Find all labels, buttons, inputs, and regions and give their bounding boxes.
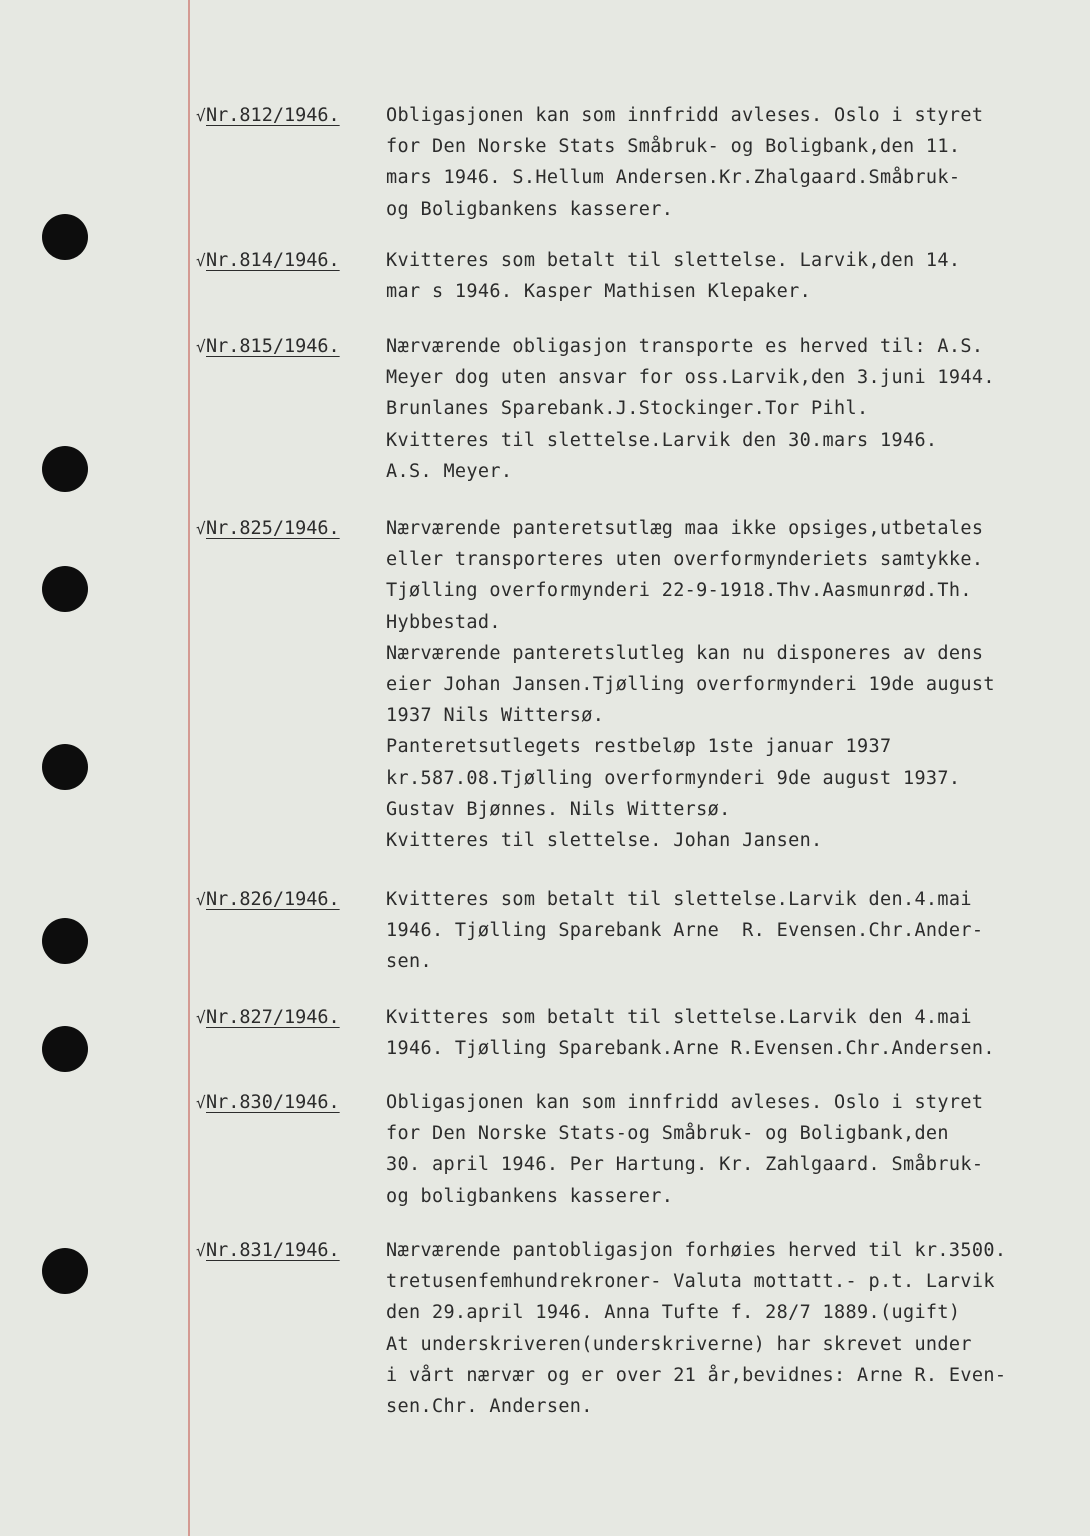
entry-line: tretusenfemhundrekroner- Valuta mottatt.- p.t. Larvik <box>386 1271 995 1293</box>
entry-text <box>386 1002 995 1064</box>
entry-line: eier Johan Jansen.Tjølling overformynderi 19de august <box>386 674 995 696</box>
entry-line: for Den Norske Stats-og Småbruk- og Boligbank,den <box>386 1123 949 1145</box>
entry-number: √Nr.814/1946. <box>196 245 374 276</box>
entry-line: og Boligbankens kasserer. <box>386 198 674 220</box>
entry-line: Tjølling overformynderi 22-9-1918.Thv.Aasmunrød.Th. <box>386 580 972 602</box>
entry-number: √Nr.826/1946. <box>196 884 374 915</box>
entry-line: Panteretsutlegets restbeløp 1ste januar 1937 <box>386 736 892 758</box>
check-mark-icon: √ <box>196 890 206 909</box>
entry-line: 1946. Tjølling Sparebank Arne R. Evensen.Chr.Ander- <box>386 920 984 942</box>
entry-text <box>386 1087 983 1212</box>
entry-line: kr.587.08.Tjølling overformynderi 9de august 1937. <box>386 767 961 789</box>
entry-line: mar s 1946. Kasper Mathisen Klepaker. <box>386 281 812 303</box>
entry-line: Kvitteres til slettelse. Johan Jansen. <box>386 830 823 852</box>
entry-line: A.S. Meyer. <box>386 460 513 482</box>
entry-line: Meyer dog uten ansvar for oss.Larvik,den 3.juni 1944. <box>386 367 995 389</box>
entry-line: Kvitteres som betalt til slettelse.Larvik den 4.mai <box>386 1007 972 1028</box>
check-mark-icon: √ <box>196 337 206 356</box>
entry-line: eller transporteres uten overformynderiets samtykke. <box>386 549 984 571</box>
entry-line: Kvitteres som betalt til slettelse.Larvik den.4.mai <box>386 889 972 910</box>
binder-hole-icon <box>42 1026 88 1072</box>
entry-line: 1946. Tjølling Sparebank.Arne R.Evensen.Chr.Andersen. <box>386 1038 995 1060</box>
entry-line: At underskriveren(underskriverne) har skrevet under <box>386 1333 972 1355</box>
entry-number: √Nr.815/1946. <box>196 331 374 362</box>
entry-line: Obligasjonen kan som innfridd avleses. Oslo i styret <box>386 1092 984 1113</box>
entry-line: Kvitteres til slettelse.Larvik den 30.mars 1946. <box>386 429 938 451</box>
entry-line: Kvitteres som betalt til slettelse. Larvik,den 14. <box>386 250 961 271</box>
binder-hole-icon <box>42 1248 88 1294</box>
binder-hole-icon <box>42 214 88 260</box>
binder-hole-icon <box>42 918 88 964</box>
entry-text <box>386 100 983 225</box>
entry-line: Obligasjonen kan som innfridd avleses. Oslo i styret <box>386 105 984 126</box>
entry-line: sen.Chr. Andersen. <box>386 1396 593 1418</box>
entry-number: √Nr.831/1946. <box>196 1235 374 1266</box>
entry-line: i vårt nærvær og er over 21 år,bevidnes: Arne R. Even- <box>386 1364 1007 1386</box>
entry-text <box>386 331 995 487</box>
entry-line: og boligbankens kasserer. <box>386 1185 674 1207</box>
entry-line: 1937 Nils Wittersø. <box>386 705 605 727</box>
entry-line: sen. <box>386 951 432 973</box>
check-mark-icon: √ <box>196 1241 206 1260</box>
entry-text <box>386 245 960 307</box>
check-mark-icon: √ <box>196 106 206 125</box>
binder-hole-icon <box>42 744 88 790</box>
entry-line: Nærværende pantobligasjon forhøies herved til kr.3500. <box>386 1240 1007 1261</box>
check-mark-icon: √ <box>196 1093 206 1112</box>
check-mark-icon: √ <box>196 1008 206 1027</box>
entry-text <box>386 513 995 856</box>
entry-line: Brunlanes Sparebank.J.Stockinger.Tor Pihl. <box>386 398 869 420</box>
entry-text <box>386 884 983 978</box>
check-mark-icon: √ <box>196 519 206 538</box>
entry-line: Gustav Bjønnes. Nils Wittersø. <box>386 798 731 820</box>
binder-hole-icon <box>42 446 88 492</box>
entry-number: √Nr.827/1946. <box>196 1002 374 1033</box>
entry-text <box>386 1235 1006 1422</box>
entry-line: Hybbestad. <box>386 611 501 633</box>
binder-hole-icon <box>42 566 88 612</box>
entry-line: Nærværende panteretslutleg kan nu disponeres av dens <box>386 642 984 664</box>
entry-line: Nærværende panteretsutlæg maa ikke opsiges,utbetales <box>386 518 984 539</box>
entry-line: 30. april 1946. Per Hartung. Kr. Zahlgaard. Småbruk- <box>386 1154 984 1176</box>
entry-line: for Den Norske Stats Småbruk- og Boligbank,den 11. <box>386 136 961 158</box>
entry-line: den 29.april 1946. Anna Tufte f. 28/7 1889.(ugift) <box>386 1302 961 1324</box>
entry-line: mars 1946. S.Hellum Andersen.Kr.Zhalgaard.Småbruk- <box>386 167 961 189</box>
entry-line: Nærværende obligasjon transporte es herved til: A.S. <box>386 336 984 357</box>
red-margin-line <box>188 0 190 1536</box>
entry-number: √Nr.812/1946. <box>196 100 374 131</box>
entry-number: √Nr.825/1946. <box>196 513 374 544</box>
check-mark-icon: √ <box>196 251 206 270</box>
entry-number: √Nr.830/1946. <box>196 1087 374 1118</box>
